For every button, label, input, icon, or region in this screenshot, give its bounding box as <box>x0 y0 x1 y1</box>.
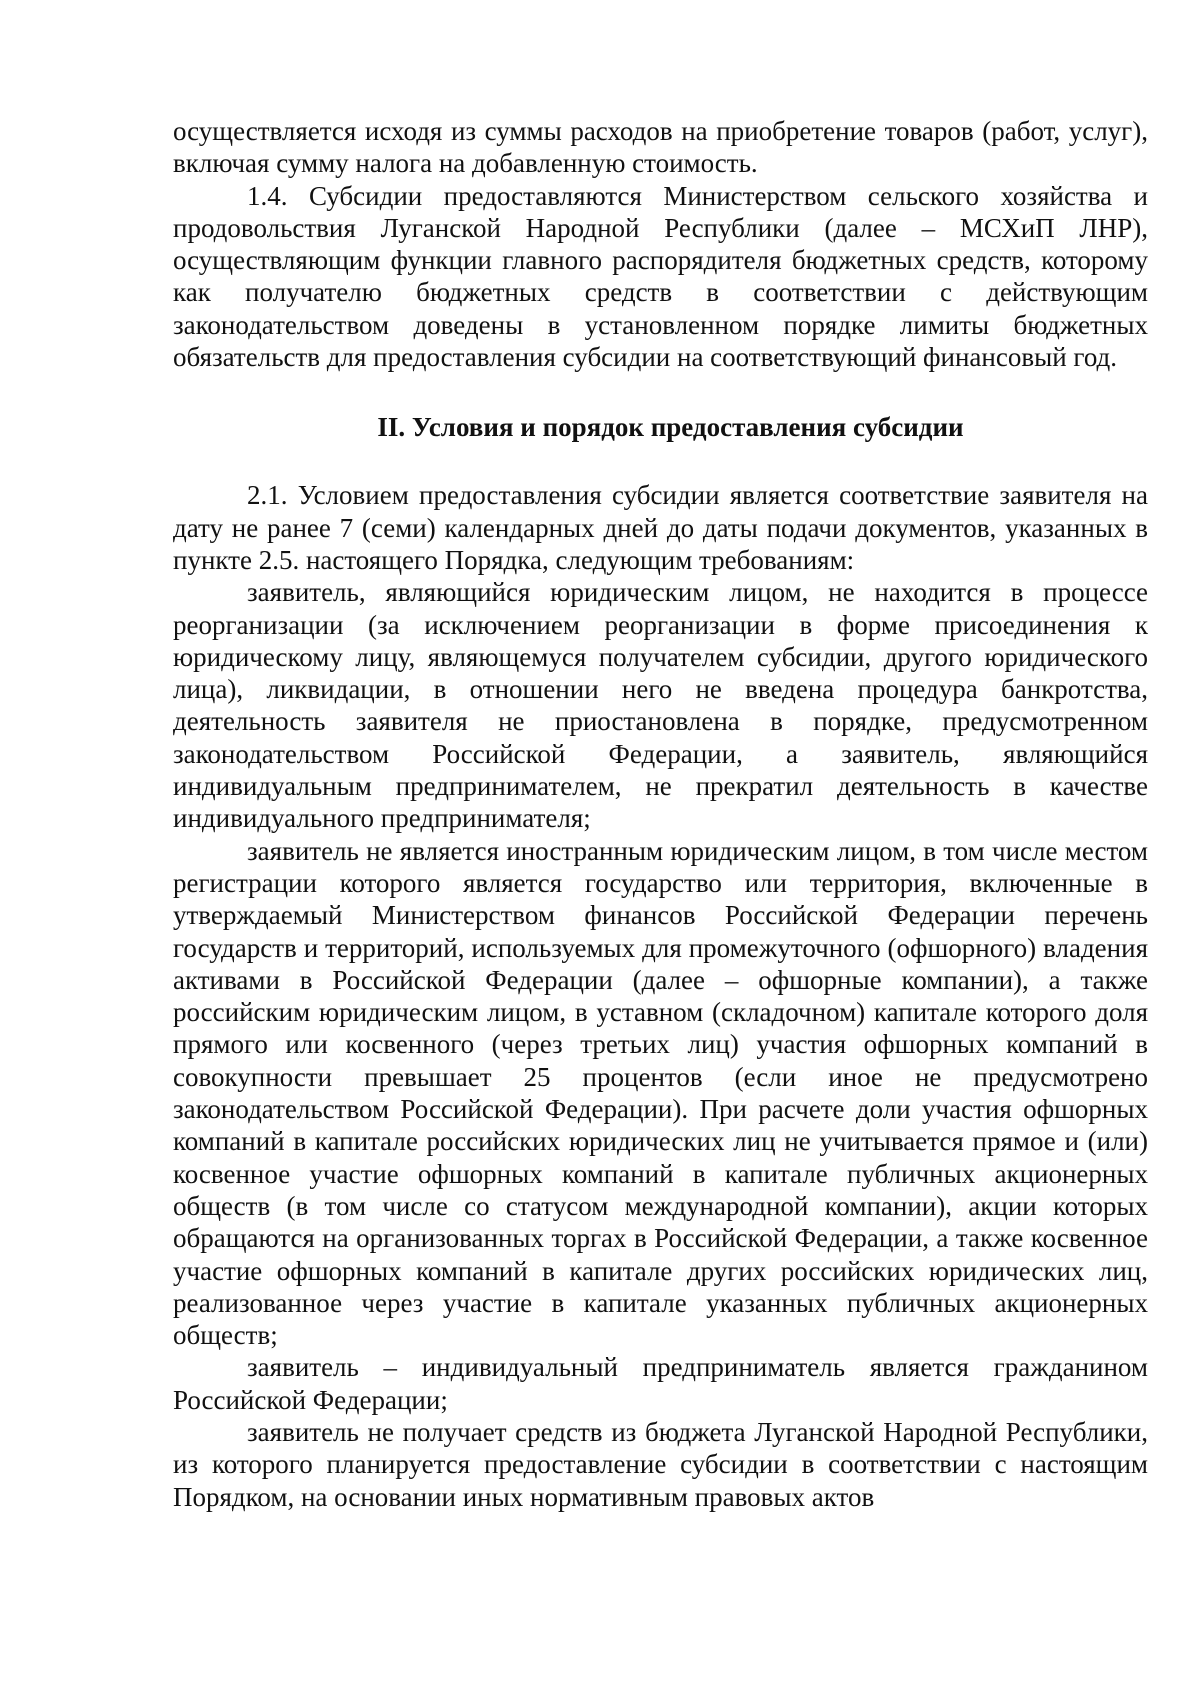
document-body <box>173 115 1148 1513</box>
requirement-citizenship: заявитель – индивидуальный предприниматель является гражданином Российской Федерации; <box>173 1352 1148 1415</box>
paragraph-continuation: осуществляется исходя из суммы расходов на приобретение товаров (работ, услуг), включая сумму налога на добавленную стоимость. <box>173 116 1148 179</box>
paragraph-1-4: 1.4. Субсидии предоставляются Министерством сельского хозяйства и продовольствия Луганской Народной Республики (далее – МСХиП ЛНР), осуществляющим функции главного распорядителя бюджетных средств, которому как получателю бюджетных средств в соответствии с действующим законодательством доведены в установленном порядке лимиты бюджетных обязательств для предоставления субсидии на соответствующий финансовый год. <box>173 180 1148 373</box>
paragraph-2-1: 2.1. Условием предоставления субсидии является соответствие заявителя на дату не ранее 7 (семи) календарных дней до даты подачи документов, указанных в пункте 2.5. настоящего Порядка, следующим требованиям: <box>173 480 1148 575</box>
requirement-offshore: заявитель не является иностранным юридическим лицом, в том числе местом регистрации которого является государство или территория, включенные в утверждаемый Министерством финансов Российской Федерации перечень государств и территорий, используемых для промежуточного (офшорного) владения активами в Российской Федерации (далее – офшорные компании), а также российским юридическим лицом, в уставном (складочном) капитале которого доля прямого или косвенного (через третьих лиц) участия офшорных компаний в совокупности превышает 25 процентов (если иное не предусмотрено законодательством Российской Федерации). При расчете доли участия офшорных компаний в капитале российских юридических лиц не учитывается прямое и (или) косвенное участие офшорных компаний в капитале публичных акционерных обществ (в том числе со статусом международной компании), акции которых обращаются на организованных торгах в Российской Федерации, а также косвенное участие офшорных компаний в капитале других российских юридических лиц, реализованное через участие в капитале указанных публичных акционерных обществ; <box>173 835 1148 1351</box>
requirement-no-other-funds: заявитель не получает средств из бюджета Луганской Народной Республики, из которого планируется предоставление субсидии в соответствии с настоящим Порядком, на основании иных нормативным правовых актов <box>173 1416 1148 1512</box>
section-heading: II. Условия и порядок предоставления субсидии <box>377 412 964 443</box>
requirement-reorganization: заявитель, являющийся юридическим лицом, не находится в процессе реорганизации (за исключением реорганизации в форме присоединения к юридическому лицу, являющемуся получателем субсидии, другого юридического лица), ликвидации, в отношении него не введена процедура банкротства, деятельность заявителя не приостановлена в порядке, предусмотренном законодательством Российской Федерации, а заявитель, являющийся индивидуальным предпринимателем, не прекратил деятельность в качестве индивидуального предпринимателя; <box>173 577 1148 834</box>
